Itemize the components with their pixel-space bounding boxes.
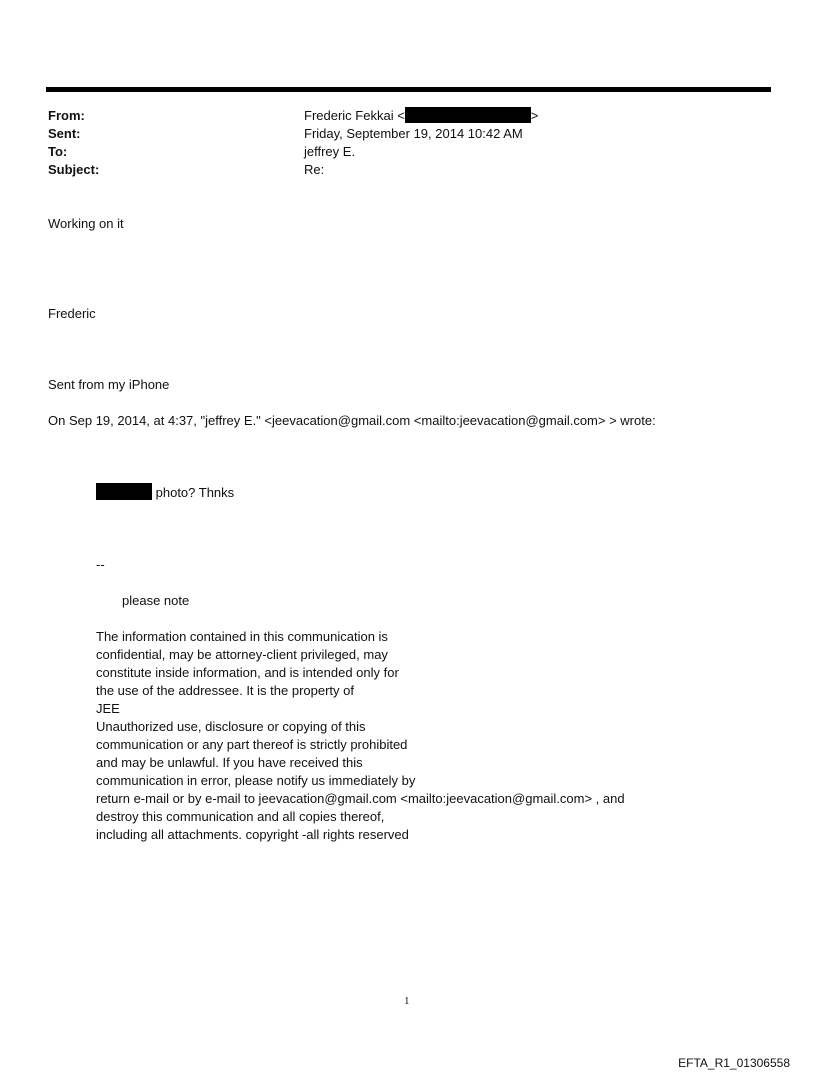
sent-label: Sent: (48, 126, 81, 141)
document-id: EFTA_R1_01306558 (678, 1056, 790, 1070)
sent-value: Friday, September 19, 2014 10:42 AM (304, 126, 523, 141)
subject-value: Re: (304, 162, 325, 177)
disclaimer-line: the use of the addressee. It is the property of (96, 683, 354, 698)
disclaimer-line: return e-mail or by e-mail to jeevacation@gmail.com <mailto:jeevacation@gmail.com> , and (96, 791, 625, 806)
disclaimer-line: and may be unlawful. If you have received this (96, 755, 363, 770)
subject-label: Subject: (48, 162, 100, 177)
to-label: To: (48, 144, 68, 159)
signature: Frederic (48, 306, 96, 321)
signature-dashes: -- (96, 557, 105, 572)
sent-row (48, 125, 523, 143)
from-name: Frederic Fekkai < (304, 108, 405, 123)
to-row (48, 143, 356, 161)
disclaimer-line: The information contained in this communication is (96, 629, 388, 644)
disclaimer-line: JEE (96, 701, 120, 716)
disclaimer-line: communication in error, please notify us immediately by (96, 773, 416, 788)
disclaimer-line: communication or any part thereof is strictly prohibited (96, 737, 408, 752)
sent-from-line: Sent from my iPhone (48, 377, 170, 392)
disclaimer-line: constitute inside information, and is intended only for (96, 665, 399, 680)
page-number: 1 (404, 995, 410, 1007)
body-line-working: Working on it (48, 216, 124, 231)
quoted-text: photo? Thnks (155, 485, 235, 500)
header-rule (46, 87, 771, 92)
disclaimer-line: Unauthorized use, disclosure or copying of this (96, 719, 366, 734)
from-row (48, 107, 539, 125)
subject-row (48, 161, 325, 179)
from-label: From: (48, 108, 85, 123)
disclaimer-line: destroy this communication and all copies thereof, (96, 809, 385, 824)
quoted-message (96, 483, 234, 502)
please-note: please note (122, 593, 190, 608)
quote-header: On Sep 19, 2014, at 4:37, "jeffrey E." <jeevacation@gmail.com <mailto:jeevacation@gmail.com> > wrote: (48, 413, 656, 428)
disclaimer-line: confidential, may be attorney-client privileged, may (96, 647, 388, 662)
from-value (304, 107, 538, 125)
disclaimer-paragraph (96, 628, 696, 844)
redaction-box (405, 107, 531, 123)
disclaimer-line: including all attachments. copyright -all rights reserved (96, 827, 409, 842)
from-close: > (530, 108, 539, 123)
redaction-box (96, 483, 152, 500)
to-value: jeffrey E. (304, 144, 356, 159)
